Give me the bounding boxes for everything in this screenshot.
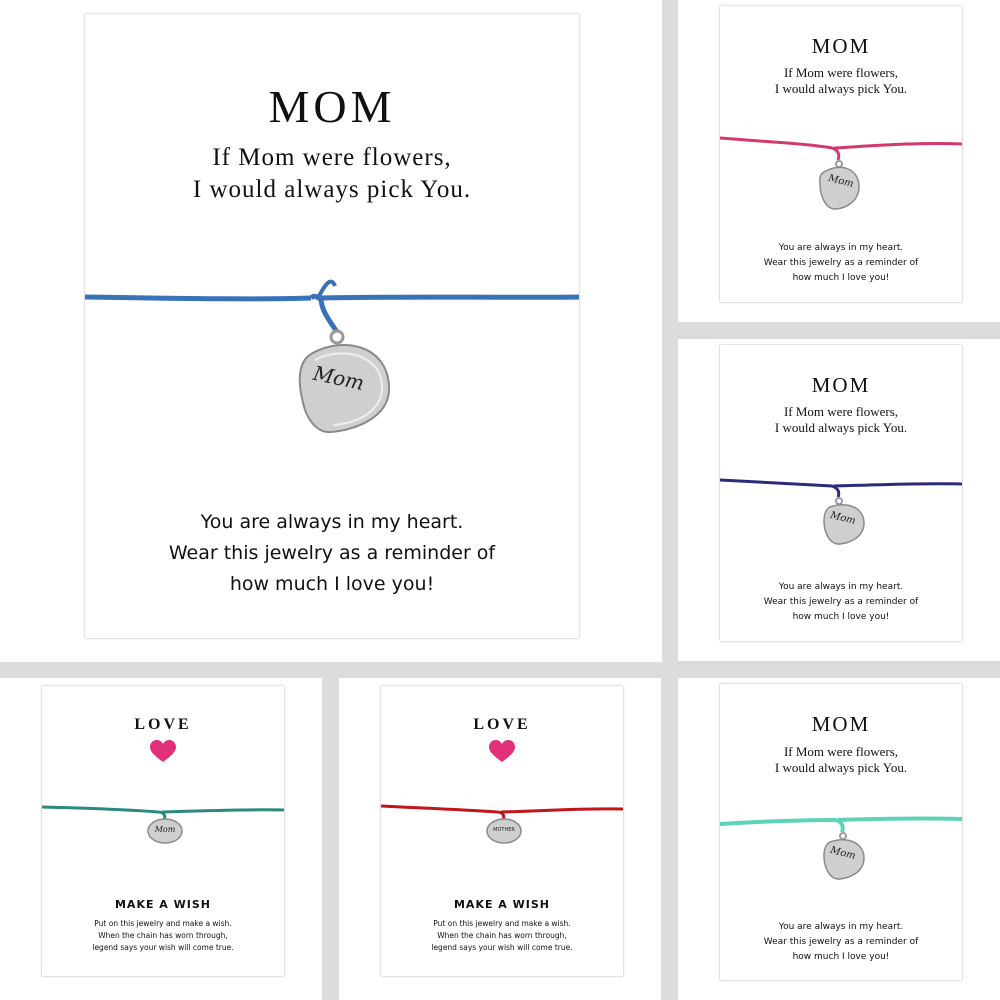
verse-line: If Mom were flowers,: [212, 144, 452, 171]
card-title: LOVE: [134, 716, 192, 733]
card-message: [85, 507, 579, 600]
cord: [834, 143, 962, 148]
charm-engraving: MOTHER: [493, 827, 515, 833]
message-line: how much I love you!: [792, 952, 890, 962]
message-line: Wear this jewelry as a reminder of: [763, 258, 919, 268]
message-line: Wear this jewelry as a reminder of: [168, 542, 496, 564]
panel-pink: [678, 0, 1000, 322]
card-large-mom: [85, 14, 579, 638]
jump-ring: [836, 498, 842, 504]
panel-large: [0, 0, 662, 662]
verse-line: If Mom were flowers,: [783, 65, 899, 80]
heart-icon: [489, 740, 515, 762]
card-message: [720, 580, 962, 625]
card-title: MOM: [811, 712, 871, 736]
heart-charm-icon: [820, 167, 859, 209]
card-title: LOVE: [473, 716, 531, 733]
charm-engraving: Mom: [829, 845, 857, 862]
cord: [85, 297, 311, 299]
cord-knot: [311, 296, 337, 332]
message-line: legend says your wish will come true.: [431, 943, 573, 952]
cord: [321, 297, 579, 298]
card-navy-mom: [720, 345, 962, 641]
charm-engraving: Mom: [829, 510, 857, 527]
verse-line: If Mom were flowers,: [783, 744, 899, 759]
message-line: how much I love you!: [792, 612, 890, 622]
jump-ring: [836, 161, 842, 167]
verse-line: If Mom were flowers,: [783, 404, 899, 419]
message-line: You are always in my heart.: [778, 243, 904, 253]
charm-engraving: Mom: [311, 360, 367, 396]
card-red-love: [381, 686, 623, 976]
verse-line: I would always pick You.: [774, 760, 908, 775]
jump-ring: [331, 331, 343, 343]
panel-teal: [0, 678, 322, 1000]
card-message: [381, 918, 623, 954]
card-mint-mom: [720, 684, 962, 980]
card-title: MOM: [811, 34, 871, 58]
card-subtitle: MAKE A WISH: [114, 898, 212, 911]
message-line: how much I love you!: [792, 273, 890, 283]
card-title: MOM: [268, 81, 396, 132]
cord: [834, 484, 962, 486]
message-line: Put on this jewelry and make a wish.: [94, 919, 232, 928]
panel-mint: [678, 678, 1000, 1000]
message-line: how much I love you!: [229, 573, 435, 595]
panel-red: [339, 678, 661, 1000]
cord: [162, 810, 284, 812]
charm-engraving: Mom: [154, 825, 176, 834]
cord: [42, 807, 165, 820]
card-subtitle: MAKE A WISH: [453, 898, 551, 911]
cord: [720, 138, 839, 160]
cord: [838, 819, 962, 820]
charm-engraving: Mom: [827, 173, 855, 190]
verse-line: I would always pick You.: [774, 81, 908, 96]
card-message: [720, 241, 962, 286]
message-line: You are always in my heart.: [778, 922, 904, 932]
message-line: Wear this jewelry as a reminder of: [763, 937, 919, 947]
message-line: You are always in my heart.: [200, 511, 464, 533]
card-teal-love: [42, 686, 284, 976]
card-message: [42, 918, 284, 954]
jump-ring: [840, 833, 846, 839]
heart-icon: [150, 740, 176, 762]
card-message: [720, 920, 962, 965]
card-title: MOM: [811, 373, 871, 397]
cord: [501, 809, 623, 812]
message-line: Wear this jewelry as a reminder of: [763, 597, 919, 607]
message-line: legend says your wish will come true.: [92, 943, 234, 952]
cord: [720, 480, 839, 497]
cord: [381, 806, 504, 820]
cord: [720, 820, 843, 832]
message-line: Put on this jewelry and make a wish.: [433, 919, 571, 928]
card-pink-mom: [720, 6, 962, 302]
message-line: When the chain has worn through,: [437, 931, 567, 940]
message-line: When the chain has worn through,: [98, 931, 228, 940]
panel-navy: [678, 339, 1000, 661]
verse-line: I would always pick You.: [774, 420, 908, 435]
message-line: You are always in my heart.: [778, 582, 904, 592]
verse-line: I would always pick You.: [192, 176, 472, 203]
